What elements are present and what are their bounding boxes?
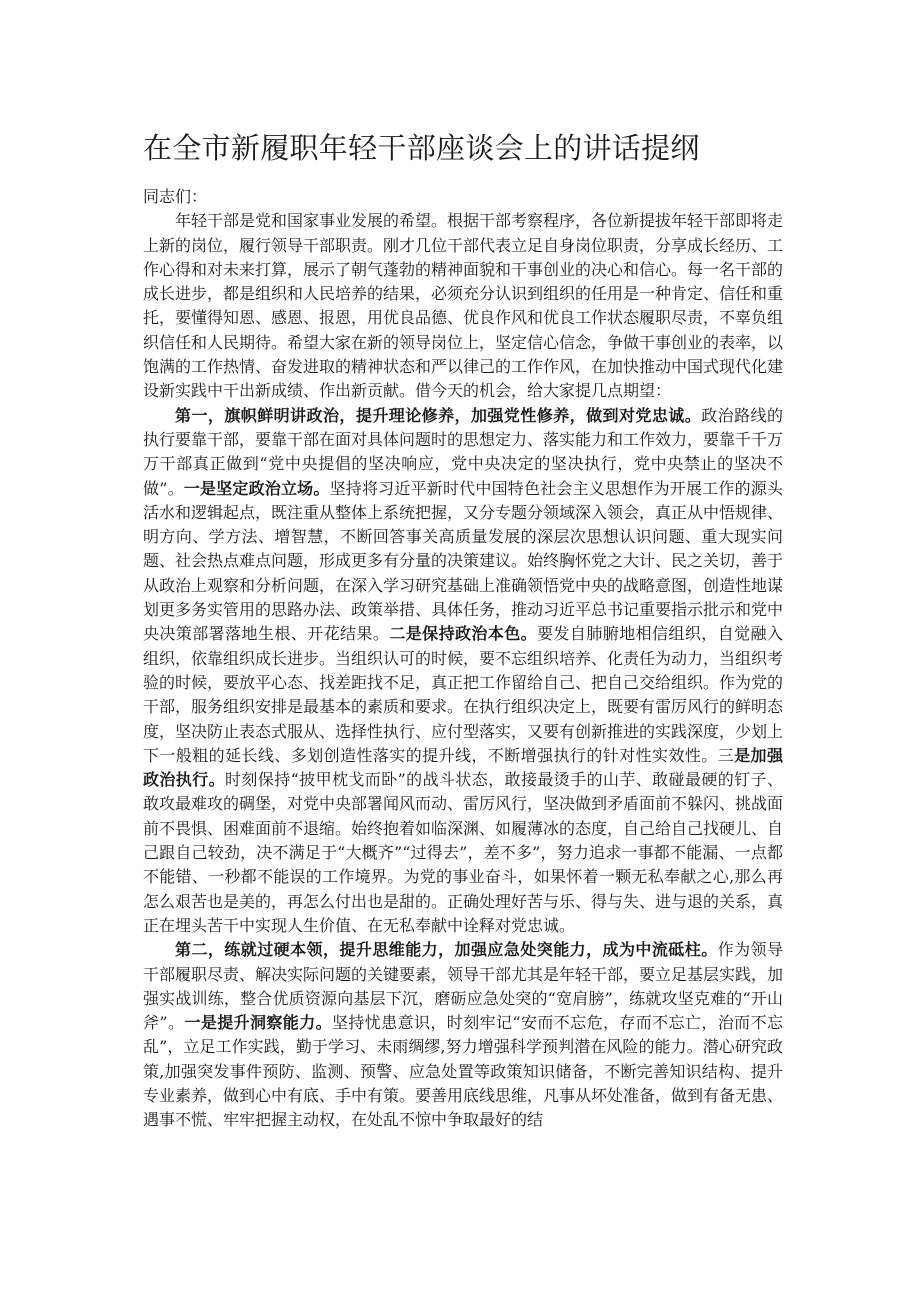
- section-2-paragraph: [143, 938, 783, 1132]
- section-1-heading: 第一，旗帜鲜明讲政治，提升理论修养，加强党性修养，做到对党忠诚。: [175, 405, 702, 425]
- section-1-text: 时刻保持“披甲枕戈而卧”的战斗状态，敢接最烫手的山芋、敢碰最硬的钉子、敢攻最难攻的碉堡，对党中央部署闻风而动、雷厉风行，坚决做到矛盾面前不躲闪、挑战面前不畏惧、困难面前不退缩。始终抱着如临深渊、如履薄冰的态度，自己给自己找硬儿、自己跟自己较劲，决不满足于“大概齐”“过得去”，差不多”，努力追求一事都不能漏、一点都不能错、一秒都不能误的工作境界。为党的事业奋斗，如果怀着一颗无私奉献之心,那么再怎么艰苦也是美的，再怎么付出也是甜的。正确处理好苦与乐、得与失、进与退的关系，真正在埋头苦干中实现人生价值、在无私奉献中诠释对党忠诚。: [143, 770, 784, 935]
- section-1-point-1: 一是坚定政治立场。: [183, 478, 330, 498]
- section-1-text: 政治路线的执行要靠干部，要靠干部在面对具体问题时的思想定力、落实能力和工作效力，要靠千千万万干部真正做到“党中央提倡的坚决响应，党中央决定的坚决执行，党中央禁止的坚决不做”。: [143, 405, 784, 498]
- section-1-paragraph: [143, 404, 783, 939]
- section-2-heading: 第二，练就过硬本领，提升思维能力，加强应急处突能力，成为中流砥柱。: [175, 940, 718, 960]
- section-1-text: 要发自肺腑地相信组织，自觉融入组织，依靠组织成长进步。当组织认可的时候，要不忘组织培养、化责任为动力，当组织考验的时候，要放平心态、找差距找不足，真正把工作留给自己、把自己交给组织。作为党的干部，服务组织安排是最基本的素质和要求。在执行组织决定上，既要有雷厉风行的鲜明态度，坚决防止表态式服从、选择性执行、应付型落实，又要有创新推进的实践深度，少划上下一般粗的延长线、多划创造性落实的提升线，不断增强执行的针对性实效性。三: [143, 624, 784, 765]
- intro-paragraph: 年轻干部是党和国家事业发展的希望。根据干部考察程序，各位新提拔年轻干部即将走上新的岗位，履行领导干部职责。刚才几位干部代表立足自身岗位职责，分享成长经历、工作心得和对未来打算，展示了朝气蓬勃的精神面貌和干事创业的决心和信心。每一名干部的成长进步，都是组织和人民培养的结果，必须充分认识到组织的任用是一种肯定、信任和重托，要懂得知恩、感恩、报恩，用优良品德、优良作风和优良工作状态履职尽责，不辜负组织信任和人民期待。希望大家在新的领导岗位上，坚定信心信念，争做干事创业的表率，以饱满的工作热情、奋发进取的精神状态和严以律己的工作作风，在加快推动中国式现代化建设新实践中干出新成绩、作出新贡献。借今天的机会，给大家提几点期望：: [143, 211, 784, 401]
- section-1-point-2: 二是保持政治本色。: [389, 624, 538, 644]
- section-2-text: 作为领导干部履职尽责、解决实际问题的关键要素，领导干部尤其是年轻干部，要立足基层实践，加强实战训练，整合优质资源向基层下沉，磨砺应急处突的“宽肩膀”，练就攻坚克难的“开山斧”。: [143, 940, 784, 1033]
- section-1-text: 坚持将习近平新时代中国特色社会主义思想作为开展工作的源头活水和逻辑起点，既注重从整体上系统把握，又分专题分领域深入领会，真正从中悟规律、明方向、学方法、增智慧，不断回答事关高质量发展的深层次思想认识问题、重大现实问题、社会热点难点问题，形成更多有分量的决策建议。始终胸怀党之大计、民之关切，善于从政治上观察和分析问题，在深入学习研究基础上准确领悟党中央的战略意图，创造性地谋划更多务实管用的思路办法、政策举措、具体任务，推动习近平总书记重要指示批示和党中央决策部署落地生根、开花结果。: [143, 478, 784, 644]
- salutation: 同志们：: [143, 187, 208, 206]
- section-2-point-1: 一是提升洞察能力。: [184, 1013, 332, 1033]
- section-1-point-3: 是加强政治执行。: [143, 745, 783, 790]
- document-body: [143, 185, 783, 1133]
- page-title: 在全市新履职年轻干部座谈会上的讲话提纲: [143, 131, 700, 165]
- section-2-text: 坚持忧患意识，时刻牢记“安而不忘危，存而不忘亡，治而不忘乱”，立足工作实践，勤于学习、未雨绸缪,努力增强科学预判潜在风险的能力。潜心研究政策,加强突发事件预防、监测、预警、应急处置等政策知识储备，不断完善知识结构、提升专业素养，做到心中有底、手中有策。要善用底线思维，凡事从坏处准备，做到有备无患、遇事不慌、牢牢把握主动权，在处乱不惊中争取最好的结: [143, 1013, 784, 1130]
